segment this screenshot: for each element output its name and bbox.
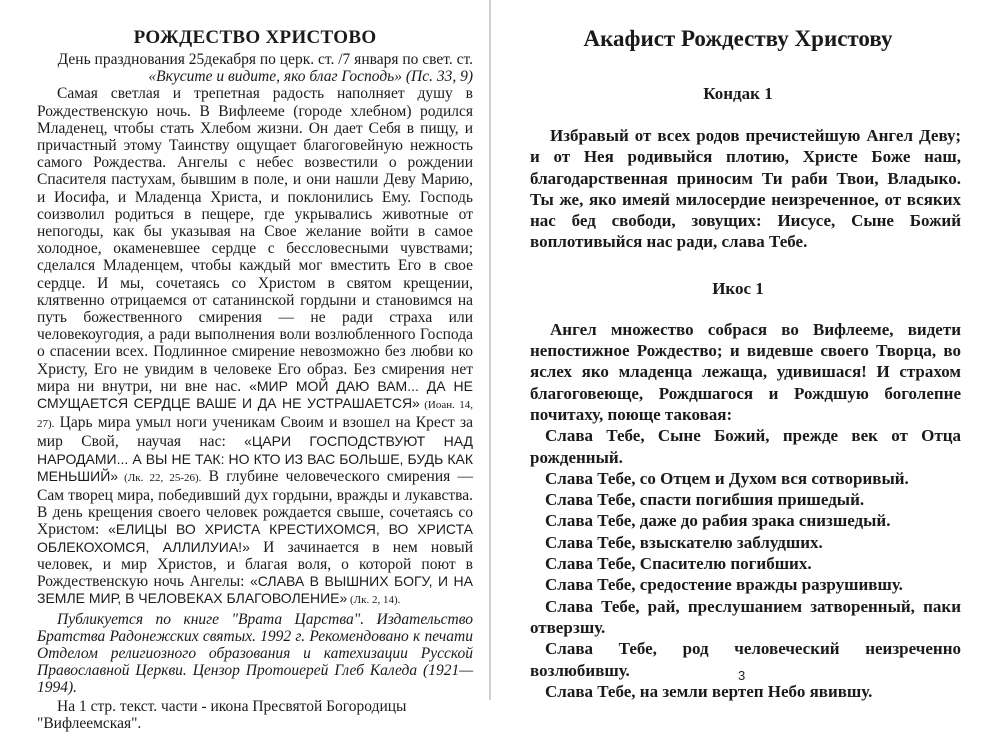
slava-line: Слава Тебе, спасти погибшия пришедый. bbox=[545, 490, 865, 510]
icon-note: На 1 стр. текст. части - икона Пресвятой Богородицы "Вифлеемская". bbox=[37, 697, 407, 732]
scripture-quote-1: «МИР МОЙ ДАЮ ВАМ... ДА НЕ СМУЩАЕТСЯ СЕРДЦЕ ВАШЕ И ДА НЕ УСТРАШАЕТСЯ» bbox=[37, 377, 473, 412]
slava-line: Слава Тебе, род человеческий неизреченно возлюбившу. bbox=[530, 639, 961, 680]
slava-line: Слава Тебе, на земли вертеп Небо явившу. bbox=[545, 681, 873, 701]
publication-info: Публикуется по книге "Врата Царства". Издательство Братства Радонежских святых. 1992 г. Рекомендовано к печати Отделом религиозного образования и катехизации Русской Православной Церкви. Цензор Протоиерей Глеб Каледа (1921—1994). bbox=[37, 610, 473, 697]
scripture-ref-4: (Лк. 2, 14). bbox=[347, 594, 401, 607]
body-text-2: Царь мира умыл ноги ученикам Своим и взошел на Крест за мир Свой, научая нас: bbox=[37, 414, 473, 451]
body-text-4: И зачинается в нем новый человек, и мир Христов, и благая воля, о которой поют в Рождественскую ночь Ангелы: bbox=[37, 538, 473, 591]
slava-line: Слава Тебе, взыскателю заблудших. bbox=[545, 532, 823, 552]
epigraph: «Вкусите и видите, яко благ Господь» (Пс. 33, 9) bbox=[148, 68, 473, 86]
left-page bbox=[0, 0, 487, 732]
slava-line: Слава Тебе, средостение вражды разрушившу. bbox=[545, 575, 903, 595]
feast-date: День празднования 25декабря по церк. ст. /7 января по свет. ст. bbox=[57, 51, 473, 68]
article-body bbox=[37, 85, 473, 609]
body-text-3: В глубине человеческого смирения — Сам творец мира, победивший дух гордыни, вражды и лукавства. В день крещения своего человек рождается свыше, сочетаясь со Христом: bbox=[37, 467, 473, 539]
akathist-title: Акафист Рождеству Христову bbox=[583, 26, 893, 51]
ikos-heading: Икос 1 bbox=[712, 278, 764, 298]
slava-line: Слава Тебе, даже до рабия зрака снизшедый. bbox=[545, 511, 891, 531]
slava-line: Слава Тебе, Сыне Божий, прежде век от Отца рожденный. bbox=[530, 426, 961, 467]
scripture-ref-2: (Лк. 22, 25-26). bbox=[118, 471, 202, 484]
right-page bbox=[495, 0, 991, 700]
article-title: РОЖДЕСТВО ХРИСТОВО bbox=[133, 27, 377, 48]
ikos-text: Ангел множество собрася во Вифлееме, видети непостижное Рождество; и видевше своего Творца, во яслех яко младенца лежаща, удивишася! И страхом благоговеюще, Рождшагося и Рождшую боголепне почитаху, поюще таковая: bbox=[530, 319, 961, 424]
scripture-ref-1: (Иоан. 14, 27). bbox=[37, 399, 473, 431]
slava-list bbox=[515, 425, 961, 702]
slava-line: Слава Тебе, рай, преслушанием затворенный, паки отверзшу. bbox=[530, 596, 961, 637]
kondak-text: Избравый от всех родов пречистейшую Ангел Деву; и от Нея родивыйся плотию, Христе Боже наш, благодарственная приносим Ти раби Твои, Владыко. Ты же, яко имеяй милосердие неизреченное, от всяких нас бед свободи, зовущих: Иисусе, Сыне Божий воплотивыйся нас ради, слава Тебе. bbox=[530, 126, 961, 252]
scripture-quote-2: «ЦАРИ ГОСПОДСТВУЮТ НАД НАРОДАМИ... А ВЫ НЕ ТАК: НО КТО ИЗ ВАС БОЛЬШЕ, БУДЬ КАК МЕНЬШИЙ» bbox=[37, 433, 473, 484]
page-divider bbox=[489, 0, 491, 700]
page-number: 3 bbox=[738, 668, 746, 683]
scripture-quote-4: «СЛАВА В ВЫШНИХ БОГУ, И НА ЗЕМЛЕ МИР, В ЧЕЛОВЕКАХ БЛАГОВОЛЕНИЕ» bbox=[37, 573, 473, 607]
slava-line: Слава Тебе, со Отцем и Духом вся сотворивый. bbox=[545, 468, 909, 488]
kondak-heading: Кондак 1 bbox=[703, 84, 773, 103]
scripture-quote-3: «ЕЛИЦЫ ВО ХРИСТА КРЕСТИХОМСЯ, ВО ХРИСТА ОБЛЕКОХОМСЯ, АЛЛИЛУИА!» bbox=[37, 521, 473, 555]
slava-line: Слава Тебе, Спасителю погибших. bbox=[545, 554, 812, 574]
body-text-1: Самая светлая и трепетная радость наполняет душу в Рождественскую ночь. В Вифлееме (городе хлебном) родился Младенец, чтобы стать Хлебом жизни. Он дает Себя в пищу, и причастный этому Таинству ощущает благоговейную нежность самого Рождества. Ангелы с небес возвестили о рождении Спасителя пастухам, бывшим в поле, и они нашли Деву Марию, и Иосифа, и Младенца Христа, и поклонились Ему. Господь соизволил родиться в пещере, где укрывались животные от непогоды, как бы указывая на Свое желание войти в самое холодное, окаменевшее сердце с бессловесными чувствами; сделался Младенцем, чтобы каждый мог вместить Его в свое сердце. И мы, сочетаясь со Христом в святом крещении, клятвенно отрицаемся от сатанинской гордыни и становимся на путь божественного смирения — не ради страха или человекоугодия, а ради выполнения воли возлюбленного Господа о спасении всех. Подлинное смирение невозможно без любви ко Христу, Его не увидим в человеке Его образ. Без смирения нет мира ни внутри, ни вне нас. bbox=[37, 85, 473, 395]
